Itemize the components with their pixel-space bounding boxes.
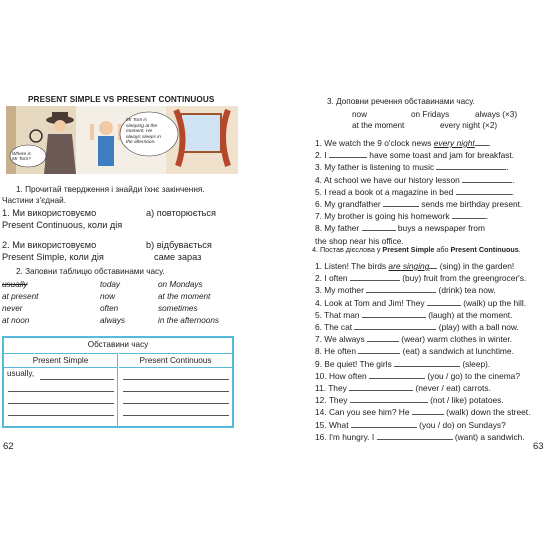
word-item: on Mondays — [158, 280, 203, 289]
word-item: at noon — [2, 316, 30, 325]
answer-line[interactable] — [123, 391, 229, 392]
sentence-text-end: (play) with a ball now. — [436, 322, 519, 332]
sentence-text-end: (never / eat) carrots. — [413, 383, 491, 393]
page-title: PRESENT SIMPLE VS PRESENT CONTINUOUS — [28, 95, 215, 104]
sentence-text-end: (sing) in the garden! — [437, 261, 515, 271]
sentence-text-end: (walk) down the street. — [443, 407, 531, 418]
word-item: usually — [2, 280, 28, 289]
word-item: at present — [2, 292, 39, 301]
ex4-heading-text: 4. Постав дієслова у — [312, 245, 383, 254]
right-page — [275, 88, 550, 458]
sentence-row — [315, 395, 504, 405]
cartoon-illustration — [6, 106, 238, 174]
present-continuous-column — [119, 353, 232, 427]
word-on-fridays: on Fridays — [411, 110, 450, 119]
answer-line[interactable] — [123, 415, 229, 416]
sentence-text: the shop near his office. — [315, 235, 404, 246]
answer-blank[interactable] — [475, 145, 489, 146]
sentence-row — [315, 211, 488, 221]
page-number-left: 62 — [3, 441, 14, 452]
sentence-text-end: (walk) up the hill. — [460, 297, 527, 308]
sentence-text: 11. They — [315, 383, 350, 393]
word-item: in the afternoons — [158, 316, 219, 325]
answer-blank[interactable] — [350, 273, 400, 281]
sentence-text-end: buys a newspaper from — [395, 223, 485, 234]
sentence-row — [315, 187, 514, 197]
answer-blank[interactable] — [369, 371, 425, 379]
ex4-heading-end: . — [518, 245, 521, 254]
answer-line[interactable] — [123, 379, 229, 380]
sentence-text-end: (not / like) potatoes. — [427, 395, 504, 406]
sentence-row — [315, 322, 519, 332]
answer-blank[interactable] — [383, 199, 419, 207]
word-item: now — [100, 292, 116, 301]
time-expressions-table — [2, 336, 234, 428]
ex3-heading: 3. Доповни речення обставинами часу. — [327, 97, 475, 106]
answer-blank[interactable] — [366, 285, 436, 293]
sentence-row — [315, 432, 525, 442]
sentence-text: 5. That man — [315, 309, 362, 320]
sentence-text-end: have some toast and jam for breakfast. — [366, 150, 515, 161]
sentence-text-end: (you / go) to the cinema? — [425, 370, 520, 381]
sentence-text: 3. My mother — [315, 285, 367, 296]
word-now: now — [352, 110, 368, 119]
sentence-text-end: (eat) a sandwich at lunchtime. — [400, 346, 514, 357]
ex1-heading: 1. Прочитай твердження і знайди їхнє закінчення. — [16, 185, 205, 194]
sentence-text-end: (buy) fruit from the greengrocer's. — [399, 273, 527, 284]
sentence-row — [315, 298, 526, 308]
answer-blank[interactable] — [349, 383, 413, 391]
answer-blank[interactable] — [367, 334, 399, 342]
answer-blank[interactable] — [351, 420, 417, 428]
sentence-text: 7. We always — [315, 334, 367, 345]
column-header-present-simple: Present Simple — [4, 354, 117, 368]
sentence-text-end: . — [485, 211, 489, 222]
word-item: at the moment — [158, 292, 211, 301]
ex1-heading-cont: Частини з'єднай. — [2, 196, 66, 205]
sentence-text-end: . — [488, 138, 492, 148]
answer-blank[interactable] — [329, 150, 367, 158]
sentence-text: 6. My grandfather — [315, 199, 383, 209]
sentence-text-end: (wear) warm clothes in winter. — [398, 334, 513, 345]
ex1-item2-line2: Present Simple, коли дія — [2, 252, 104, 262]
sentence-row — [315, 175, 514, 185]
sentence-text: 15. What — [315, 419, 351, 430]
left-page — [0, 88, 275, 458]
sentence-text-end: (laugh) at the moment. — [425, 309, 513, 320]
sentence-text: 3. My father is listening to music — [315, 162, 437, 173]
word-item: always — [100, 316, 126, 325]
sentence-text: 7. My brother is going his homework — [315, 211, 452, 222]
answer-blank[interactable] — [354, 322, 436, 330]
ex1-option-a: а) повторюється — [146, 208, 216, 218]
sentence-text: 16. I'm hungry. I — [315, 431, 377, 442]
present-simple-column — [4, 353, 118, 427]
sentence-text: 8. My father — [315, 223, 362, 234]
answer-blank[interactable] — [362, 310, 426, 318]
sentence-row — [315, 346, 514, 356]
example-entry: usually, — [7, 369, 35, 378]
example-answer: are singing — [388, 261, 430, 271]
sentence-text-end: (drink) tea now. — [436, 285, 496, 296]
sentence-text-end: . — [512, 174, 515, 185]
speech-bubble-right: Mr Tom is sleeping at the moment. He always sleeps in the afternoon. — [126, 118, 161, 145]
word-item: never — [2, 304, 23, 313]
sentence-text: 4. At school we have our history lesson — [315, 174, 463, 185]
sentence-text: 1. Listen! The birds — [315, 261, 389, 271]
answer-blank[interactable] — [452, 211, 489, 222]
sentence-text: 2. I — [315, 150, 329, 161]
sentence-text: 4. Look at Tom and Jim! They — [315, 297, 427, 308]
sentence-text-end: (sleep). — [460, 358, 491, 369]
sentence-text: 8. He often — [315, 346, 359, 357]
sentence-row — [315, 223, 485, 233]
answer-blank[interactable] — [427, 298, 461, 306]
table-title: Обставини часу — [87, 340, 149, 349]
answer-blank[interactable] — [377, 432, 453, 440]
sentence-row — [315, 261, 514, 271]
sentence-text-end: (you / do) on Sundays? — [416, 419, 506, 430]
answer-blank[interactable] — [358, 346, 400, 354]
page-number-right: 63 — [533, 441, 544, 452]
sentence-text: 12. They — [315, 395, 350, 406]
example-answer: every night — [433, 138, 475, 148]
sentence-row — [315, 162, 509, 172]
word-item: sometimes — [158, 304, 198, 313]
sentence-text-end: . — [506, 162, 509, 173]
sentence-row — [315, 420, 506, 430]
ex1-item2-line1: 2. Ми використовуємо — [2, 240, 97, 250]
answer-blank[interactable] — [412, 407, 444, 415]
sentence-row — [315, 310, 512, 320]
sentence-text: 6. The cat — [315, 322, 355, 332]
ex4-heading-present-simple: Present Simple — [382, 245, 435, 254]
answer-blank[interactable] — [436, 162, 509, 173]
sentence-text-end: (want) a sandwich. — [452, 431, 525, 442]
sentence-row — [315, 334, 512, 344]
ex1-option-b-cont: саме зараз — [154, 252, 202, 262]
column-header-present-continuous: Present Continuous — [119, 354, 232, 368]
word-item: often — [100, 304, 119, 313]
answer-line[interactable] — [8, 403, 114, 404]
sentence-row — [315, 285, 496, 295]
ex4-heading-present-continuous: Present Continuous — [450, 245, 519, 254]
sentence-text: 9. Be quiet! The girls — [315, 358, 394, 369]
ex1-item1-line2: Present Continuous, коли дія — [2, 220, 123, 230]
sentence-text: 5. I read a book ot a magazine in bed — [315, 186, 456, 197]
answer-line[interactable] — [40, 379, 114, 380]
answer-blank[interactable] — [362, 223, 396, 231]
sentence-row — [315, 273, 526, 283]
word-always: always (×3) — [475, 110, 518, 119]
sentence-text: 14. Can you see him? He — [315, 407, 412, 418]
ex2-heading: 2. Заповни таблицю обставинами часу. — [16, 267, 165, 276]
ex1-item1-line1: 1. Ми використовуємо — [2, 208, 97, 218]
word-at-the-moment: at the moment — [352, 121, 405, 130]
answer-blank[interactable] — [462, 174, 515, 185]
ex4-heading — [312, 245, 521, 254]
ex1-option-b: b) відбувається — [146, 240, 212, 250]
sentence-row — [315, 407, 530, 417]
answer-line[interactable] — [8, 391, 114, 392]
answer-line[interactable] — [8, 415, 114, 416]
answer-blank[interactable] — [350, 395, 428, 403]
word-every-night: every night (×2) — [440, 121, 498, 130]
sentence-row — [315, 383, 491, 393]
word-item: today — [100, 280, 121, 289]
answer-line[interactable] — [123, 403, 229, 404]
sentence-row — [315, 371, 520, 381]
ex4-heading-or: або — [434, 245, 451, 254]
sentence-row — [315, 199, 522, 209]
answer-blank[interactable] — [456, 187, 512, 195]
sentence-text: 10. How often — [315, 370, 370, 381]
sentence-row — [315, 150, 514, 160]
sentence-row — [315, 359, 490, 369]
answer-blank[interactable] — [394, 359, 460, 367]
speech-bubble-left: Where is Mr Tom? — [12, 152, 31, 162]
sentence-text-end: sends me birthday present. — [418, 199, 523, 209]
sentence-row — [315, 138, 491, 148]
sentence-text: 1. We watch the 9 o'clock news — [315, 138, 434, 148]
sentence-text: 2. I often — [315, 273, 350, 284]
sentence-text-end: . — [511, 186, 514, 197]
